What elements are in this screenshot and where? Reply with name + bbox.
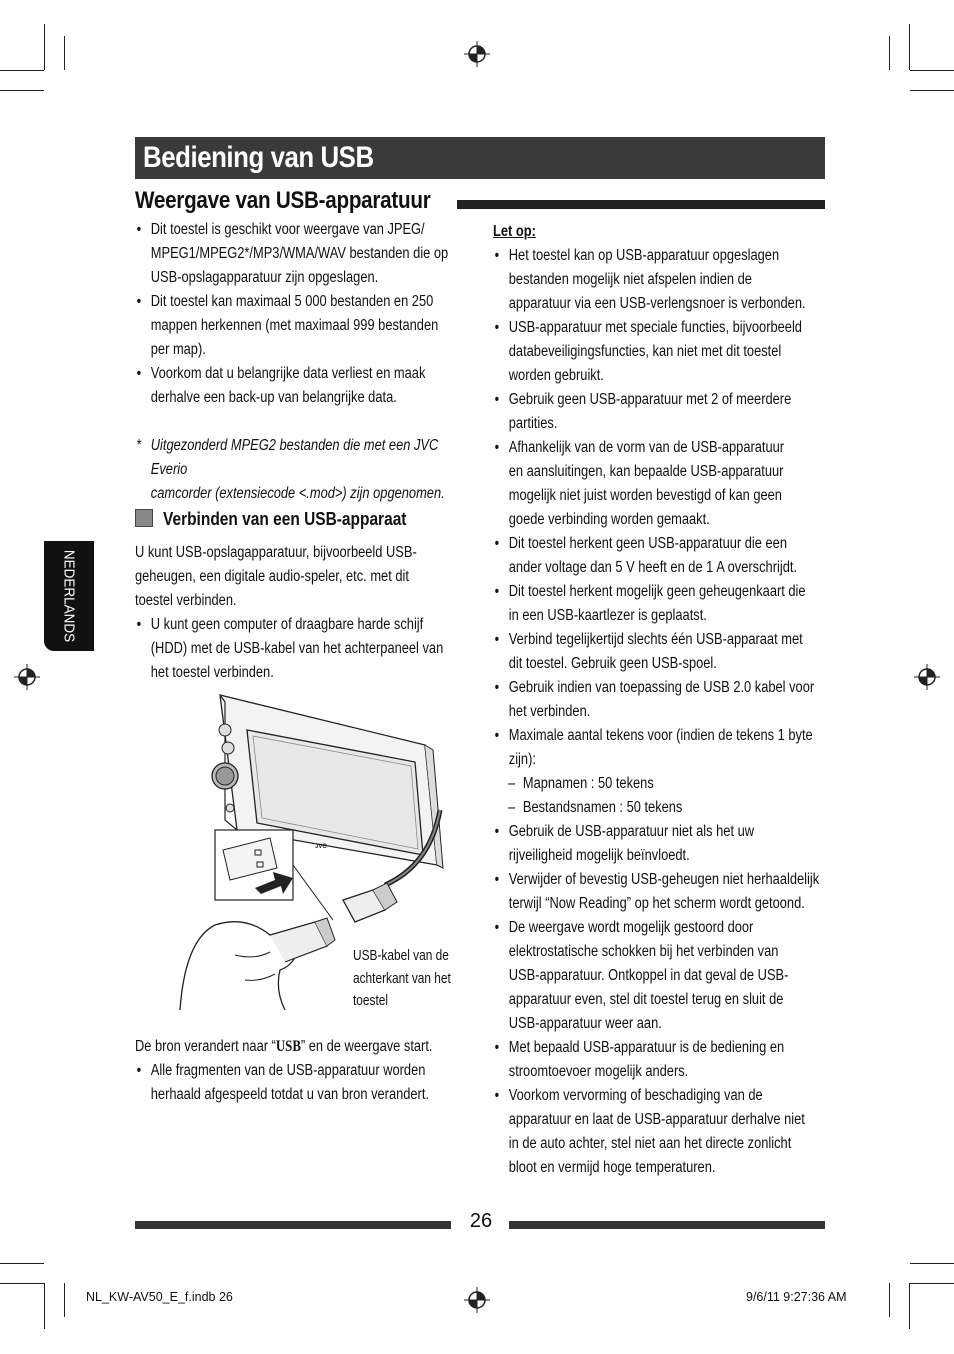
list-item: • De weergave wordt mogelijk gestoord door elektrostatische schokken bij het verbinden van USB-apparatuur. Ontkoppel in dat geval de USB- apparatuur even, stel dit toestel terug en sluit de USB-apparatuur weer aan. <box>493 916 825 1036</box>
slug-timestamp: 9/6/11 9:27:36 AM <box>746 1290 847 1304</box>
crop-mark <box>910 90 954 91</box>
language-tab-label: NEDERLANDS <box>60 549 78 643</box>
crop-mark <box>44 1283 45 1329</box>
char-limit-item: – Mapnamen : 50 tekens <box>493 772 825 796</box>
crop-mark <box>0 70 44 71</box>
list-item: • Met bepaald USB-apparatuur is de bediening en stroomtoevoer mogelijk anders. <box>493 1036 825 1084</box>
footnote: * Uitgezonderd MPEG2 bestanden die met een JVC Everio camcorder (extensiecode <.mod>) zijn opgenomen. <box>135 434 467 506</box>
crop-mark <box>0 90 44 91</box>
caption-line: toestel <box>353 993 389 1009</box>
section-title: Weergave van USB-apparatuur <box>135 187 431 214</box>
list-item: • U kunt geen computer of draagbare harde schijf (HDD) met de USB-kabel van het achterpaneel van het toestel verbinden. <box>135 613 467 685</box>
registration-mark-icon <box>14 664 40 690</box>
crop-mark <box>889 36 890 70</box>
figure-caption <box>353 945 472 1013</box>
crop-mark <box>889 1283 890 1317</box>
list-item: • Het toestel kan op USB-apparatuur opgeslagen bestanden mogelijk niet afspelen indien de apparatuur via een USB-verlengsnoer is verbonden. <box>493 244 825 316</box>
crop-mark <box>44 24 45 70</box>
caption-line: USB-kabel van de <box>353 948 449 964</box>
registration-mark-icon <box>464 1287 490 1313</box>
caution-column <box>493 220 893 1180</box>
crop-mark <box>909 1283 910 1329</box>
list-item: • Voorkom vervorming of beschadiging van de apparatuur en laat de USB-apparatuur derhalve niet in de auto achter, stel niet aan het directe zonlicht bloot en vermijd hoge temperaturen. <box>493 1084 825 1180</box>
char-limit-item: – Bestandsnamen : 50 tekens <box>493 796 825 820</box>
connect-column <box>135 541 535 685</box>
page-number: 26 <box>469 1210 493 1232</box>
square-bullet-icon <box>135 509 153 527</box>
source-name: USB <box>275 1038 301 1055</box>
list-item: • USB-apparatuur met speciale functies, bijvoorbeeld databeveiligingsfuncties, kan niet met dit toestel worden gebruikt. <box>493 316 825 388</box>
list-item: • Gebruik de USB-apparatuur niet als het uw rijveiligheid mogelijk beïnvloedt. <box>493 820 825 868</box>
crop-mark <box>910 1283 954 1284</box>
footer-rule-right <box>509 1221 825 1229</box>
list-item: • Voorkom dat u belangrijke data verliest en maak derhalve een back-up van belangrijke data. <box>135 362 467 410</box>
footer-rule-left <box>135 1221 451 1229</box>
list-item: • Dit toestel herkent mogelijk geen geheugenkaart die in een USB-kaartlezer is geplaatst. <box>493 580 825 628</box>
page-title: Bediening van USB <box>143 141 374 174</box>
intro-column <box>135 218 535 506</box>
list-item: • Verbind tegelijkertijd slechts één USB-apparaat met dit toestel. Gebruik geen USB-spoel. <box>493 628 825 676</box>
source-text: De bron verandert naar “USB” en de weergave start. <box>135 1038 433 1055</box>
crop-mark <box>64 36 65 70</box>
crop-mark <box>0 1283 44 1284</box>
crop-mark <box>910 70 954 71</box>
list-item: • Gebruik geen USB-apparatuur met 2 of meerdere partities. <box>493 388 825 436</box>
language-tab <box>44 541 94 651</box>
list-item: • Gebruik indien van toepassing de USB 2.0 kabel voor het verbinden. <box>493 676 825 724</box>
list-item: • Maximale aantal tekens voor (indien de tekens 1 byte zijn): <box>493 724 825 772</box>
source-column <box>135 1035 535 1107</box>
caption-line: achterkant van het <box>353 970 451 987</box>
list-item: • Dit toestel kan maximaal 5 000 bestanden en 250 mappen herkennen (met maximaal 999 bestanden per map). <box>135 290 467 362</box>
registration-mark-icon <box>914 664 940 690</box>
subsection-heading <box>135 509 446 530</box>
list-item: • Dit toestel is geschikt voor weergave van JPEG/ MPEG1/MPEG2*/MP3/WMA/WAV bestanden die op USB-opslagapparatuur zijn opgeslagen. <box>135 218 467 290</box>
crop-mark <box>64 1283 65 1317</box>
list-item: • Alle fragmenten van de USB-apparatuur worden herhaald afgespeeld totdat u van bron verandert. <box>135 1059 467 1107</box>
device-brand-label: JVC <box>315 844 327 850</box>
caution-title: Let op: <box>493 223 536 240</box>
crop-mark <box>0 1263 44 1264</box>
subsection-title: Verbinden van een USB-apparaat <box>163 509 407 529</box>
slug-filename: NL_KW-AV50_E_f.indb 26 <box>86 1290 233 1304</box>
section-rule <box>457 200 825 209</box>
connect-paragraph: U kunt USB-opslagapparatuur, bijvoorbeeld USB- geheugen, een digitale audio-speler, etc. met dit toestel verbinden. <box>135 544 417 609</box>
list-item: • Dit toestel herkent geen USB-apparatuur die een ander voltage dan 5 V heeft en de 1 A overschrijdt. <box>493 532 825 580</box>
list-item: • Afhankelijk van de vorm van de USB-apparatuur en aansluitingen, kan bepaalde USB-apparatuur mogelijk niet juist worden bevestigd of kan geen goede verbinding worden gemaakt. <box>493 436 825 532</box>
crop-mark <box>909 24 910 70</box>
crop-mark <box>910 1263 954 1264</box>
registration-mark-icon <box>464 41 490 67</box>
page-title-bar <box>135 137 825 179</box>
list-item: • Verwijder of bevestig USB-geheugen niet herhaaldelijk terwijl “Now Reading” op het scherm wordt getoond. <box>493 868 825 916</box>
